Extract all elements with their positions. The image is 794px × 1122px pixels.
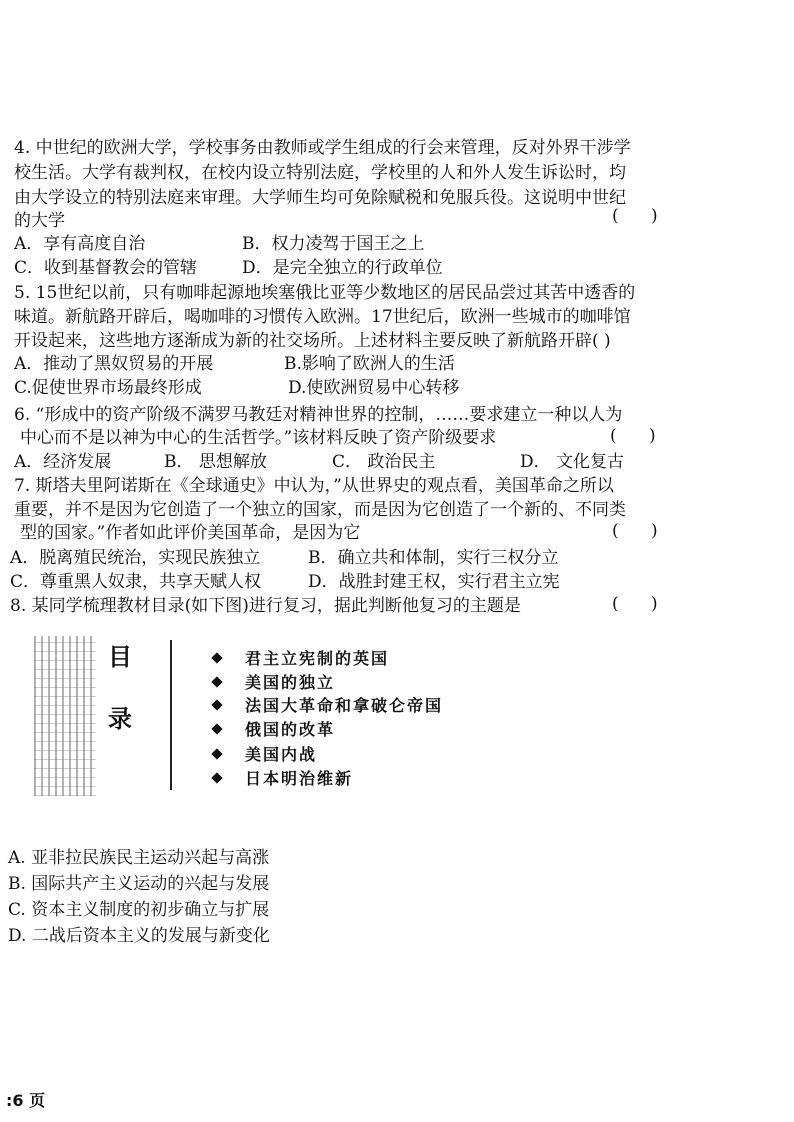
diamond-bullet-icon bbox=[211, 699, 222, 710]
q5-line-2: 味道。新航路开辟后，喝咖啡的习惯传入欧洲。17世纪后，欧洲一些城市的咖啡馆 bbox=[14, 307, 631, 327]
diamond-bullet-icon bbox=[211, 676, 222, 687]
toc-item: 日本明治维新 bbox=[213, 768, 353, 790]
toc-item: 美国的独立 bbox=[213, 672, 335, 694]
q6-option-d: D． 文化复古 bbox=[520, 452, 625, 472]
q5-option-c: C.促使世界市场最终形成 bbox=[14, 378, 202, 398]
decorative-book-spine bbox=[34, 636, 96, 796]
q4-answer-bracket: ( ) bbox=[612, 206, 658, 226]
q4-option-b: B．权力凌驾于国王之上 bbox=[242, 234, 425, 254]
q5-line-3: 开设起来，这些地方逐渐成为新的社交场所。上述材料主要反映了新航路开辟( ) bbox=[14, 331, 611, 351]
q6-option-c: C． 政治民主 bbox=[332, 452, 436, 472]
q7-option-b: B．确立共和体制，实行三权分立 bbox=[308, 548, 559, 568]
q8-option-c: C. 资本主义制度的初步确立与扩展 bbox=[8, 900, 270, 920]
q4-line-4: 的大学 bbox=[14, 211, 65, 231]
table-of-contents-figure bbox=[28, 632, 548, 802]
q5-line-1: 5. 15世纪以前，只有咖啡起源地埃塞俄比亚等少数地区的居民品尝过其苦中透香的 bbox=[14, 283, 636, 303]
q5-option-d: D.使欧洲贸易中心转移 bbox=[288, 378, 460, 398]
page-number: :6 页 bbox=[6, 1091, 46, 1110]
q8-answer-bracket: ( ) bbox=[612, 594, 658, 614]
q7-option-a: A．脱离殖民统治，实现民族独立 bbox=[10, 548, 261, 568]
q6-answer-bracket: ( ) bbox=[610, 426, 656, 446]
toc-item: 法国大革命和拿破仑帝国 bbox=[213, 695, 443, 717]
q4-line-2: 校生活。大学有裁判权，在校内设立特别法庭，学校里的人和外人发生诉讼时，均 bbox=[14, 163, 626, 183]
toc-divider bbox=[170, 640, 172, 790]
toc-title-top: 目 bbox=[108, 642, 132, 671]
q4-option-a: A．享有高度自治 bbox=[14, 234, 146, 254]
q8-option-b: B. 国际共产主义运动的兴起与发展 bbox=[8, 874, 270, 894]
q7-line-2: 重要，并不是因为它创造了一个独立的国家，而是因为它创造了一个新的、不同类 bbox=[14, 500, 626, 520]
q8-option-a: A. 亚非拉民族民主运动兴起与高涨 bbox=[8, 848, 270, 868]
diamond-bullet-icon bbox=[211, 652, 222, 663]
diamond-bullet-icon bbox=[211, 772, 222, 783]
q8-option-d: D. 二战后资本主义的发展与新变化 bbox=[8, 926, 270, 946]
q6-option-b: B． 思想解放 bbox=[164, 452, 267, 472]
diamond-bullet-icon bbox=[211, 723, 222, 734]
q7-line-1: 7. 斯塔夫里阿诺斯在《全球通史》中认为，”从世界史的观点看，美国革命之所以 bbox=[14, 476, 614, 496]
toc-item: 美国内战 bbox=[213, 744, 317, 766]
toc-item: 君主立宪制的英国 bbox=[213, 648, 389, 670]
q7-option-c: C．尊重黑人奴隶，共享天赋人权 bbox=[10, 572, 262, 592]
toc-title-bottom: 录 bbox=[108, 704, 132, 733]
q8-stem: 8. 某同学梳理教材目录(如下图)进行复习，据此判断他复习的主题是 bbox=[10, 596, 521, 616]
q4-option-c: C．收到基督教会的管辖 bbox=[14, 258, 198, 278]
q7-line-3: 型的国家。”作者如此评价美国革命，是因为它 bbox=[20, 523, 361, 543]
diamond-bullet-icon bbox=[211, 748, 222, 759]
q7-option-d: D．战胜封建王权，实行君主立宪 bbox=[308, 572, 560, 592]
q6-line-1: 6. “形成中的资产阶级不满罗马教廷对精神世界的控制，……要求建立一种以人为 bbox=[14, 405, 623, 425]
q6-line-2: 中心而不是以神为中心的生活哲学。”该材料反映了资产阶级要求 bbox=[20, 428, 497, 448]
q6-option-a: A．经济发展 bbox=[14, 452, 112, 472]
q4-option-d: D．是完全独立的行政单位 bbox=[242, 258, 443, 278]
q7-answer-bracket: ( ) bbox=[612, 521, 658, 541]
q5-option-b: B.影响了欧洲人的生活 bbox=[284, 354, 455, 374]
toc-item: 俄国的改革 bbox=[213, 719, 335, 741]
q5-option-a: A．推动了黑奴贸易的开展 bbox=[14, 354, 214, 374]
q4-line-1: 4. 中世纪的欧洲大学，学校事务由教师或学生组成的行会来管理，反对外界干涉学 bbox=[14, 138, 631, 158]
q4-line-3: 由大学设立的特别法庭来审理。大学师生均可免除赋税和免服兵役。这说明中世纪 bbox=[14, 188, 626, 208]
